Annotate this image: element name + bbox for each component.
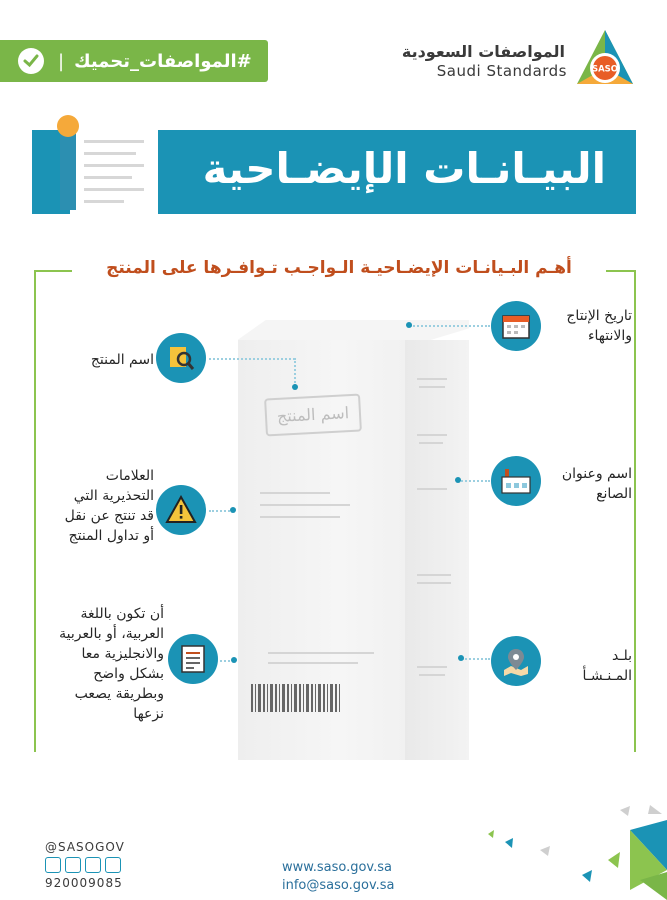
hashtag-badge: [0, 40, 268, 82]
warning-labels-text: العلامات التحذيرية التي قد تنتج عن نقل أو تداول المنتج: [64, 468, 154, 544]
phone-number: 920009085: [45, 876, 123, 890]
document-illustration: [70, 122, 158, 218]
instagram-icon[interactable]: [105, 857, 121, 873]
logo-badge-text: SASO: [591, 64, 619, 75]
facebook-icon[interactable]: [65, 857, 81, 873]
factory-icon: [491, 456, 541, 506]
language-requirement-text: أن تكون باللغة العربية، أو بالعربية والانجليزية معا بشكل واضح وبطريقة يصعب نزعها: [59, 606, 164, 722]
magnifier-document-icon: [156, 333, 206, 383]
box-product-name-label: اسم المنتج: [264, 394, 362, 437]
twitter-icon[interactable]: [45, 857, 61, 873]
warning-icon: [156, 485, 206, 535]
calendar-icon: [491, 301, 541, 351]
product-box-front: [405, 340, 469, 760]
page-title: البيـانـات الإيضـاحية: [202, 144, 606, 193]
label-document-icon: [168, 634, 218, 684]
saso-logo-icon: [575, 28, 635, 88]
label-product-name: اسم المنتج: [90, 352, 154, 368]
country-of-origin-text: بلـد المـنـشـأ: [582, 648, 632, 684]
logo-arabic-name: المواصفات السعودية: [401, 42, 565, 61]
barcode-icon: [251, 684, 341, 712]
manufacturer-text: اسم وعنوان الصانع: [561, 466, 632, 502]
youtube-icon[interactable]: [85, 857, 101, 873]
logo-english-name: Saudi Standards: [436, 62, 567, 80]
website-link[interactable]: www.saso.gov.sa: [282, 860, 392, 875]
decorative-triangles-icon: [480, 800, 667, 900]
social-handle: @SASOGOV: [45, 840, 125, 854]
production-expiry-text: تاريخ الإنتاج والانتهاء: [566, 308, 632, 344]
section-subtitle: أهـم البـيانـات الإيضـاحيـة الـواجـب تـوافـرها على المنتج: [72, 258, 606, 278]
map-pin-icon: [491, 636, 541, 686]
document-pin-icon: [57, 115, 79, 137]
hashtag-separator: |: [58, 50, 65, 72]
email-link[interactable]: info@saso.gov.sa: [282, 878, 395, 893]
social-icons: [45, 857, 121, 873]
hashtag-text: #المواصفات_تحميك: [74, 50, 252, 72]
checkmark-icon: [18, 48, 44, 74]
